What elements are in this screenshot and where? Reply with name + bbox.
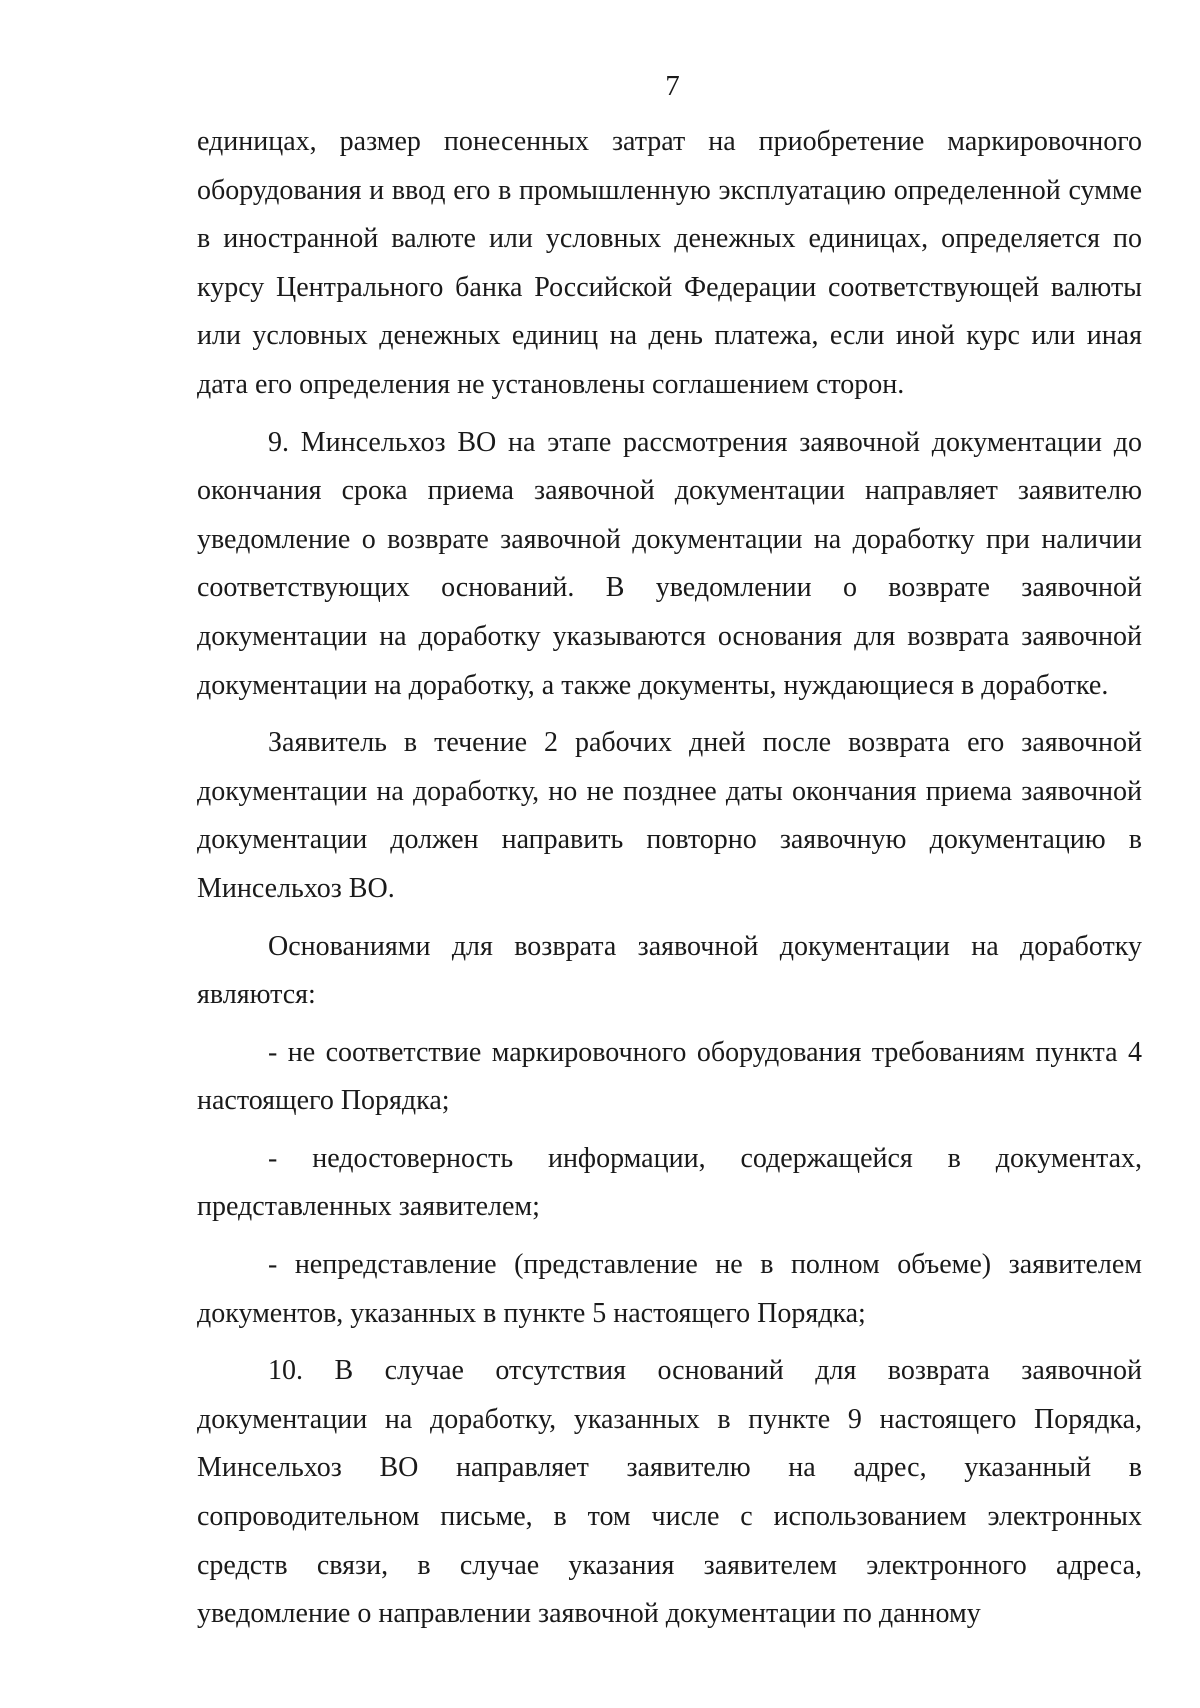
list-item-unreliable-information: - недостоверность информации, содержащейся в документах, представленных заявителем; [197, 1142, 1142, 1223]
list-item-equipment-noncompliance: - не соответствие маркировочного оборудования требованиям пункта 4 настоящего Порядка; [197, 1036, 1142, 1117]
paragraph-continuation: единицах, размер понесенных затрат на приобретение маркировочного оборудования и ввод его в промышленную эксплуатацию определенной сумме в иностранной валюте или условных денежных единицах, определяется по курсу Центрального банка Российской Федерации соответствующей валюты или условных денежных единиц на день платежа, если иной курс или иная дата его определения не установлены соглашением сторон. [197, 126, 1142, 400]
paragraph-applicant-resubmission: Заявитель в течение 2 рабочих дней после возврата его заявочной документации на доработку, но не позднее даты окончания приема заявочной документации должен направить повторно заявочную документацию в Минсельхоз ВО. [197, 727, 1142, 904]
paragraph-item-9: 9. Минсельхоз ВО на этапе рассмотрения заявочной документации до окончания срока приема заявочной документации направляет заявителю уведомление о возврате заявочной документации на доработку при наличии соответствующих оснований. В уведомлении о возврате заявочной документации на доработку указываются основания для возврата заявочной документации на доработку, а также документы, нуждающиеся в доработке. [197, 426, 1142, 701]
paragraph-grounds-intro: Основаниями для возврата заявочной документации на доработку являются: [197, 930, 1142, 1011]
paragraph-item-10: 10. В случае отсутствия оснований для возврата заявочной документации на доработку, указанных в пункте 9 настоящего Порядка, Минсельхоз ВО направляет заявителю на адрес, указанный в сопроводительном письме, в том числе с использованием электронных средств связи, в случае указания заявителем электронного адреса, уведомление о направлении заявочной документации по данному [197, 1355, 1142, 1630]
page-number: 7 [665, 70, 680, 102]
list-item-missing-documents: - непредставление (представление не в полном объеме) заявителем документов, указанных в пункте 5 настоящего Порядка; [197, 1249, 1142, 1329]
document-body [197, 118, 1142, 1639]
